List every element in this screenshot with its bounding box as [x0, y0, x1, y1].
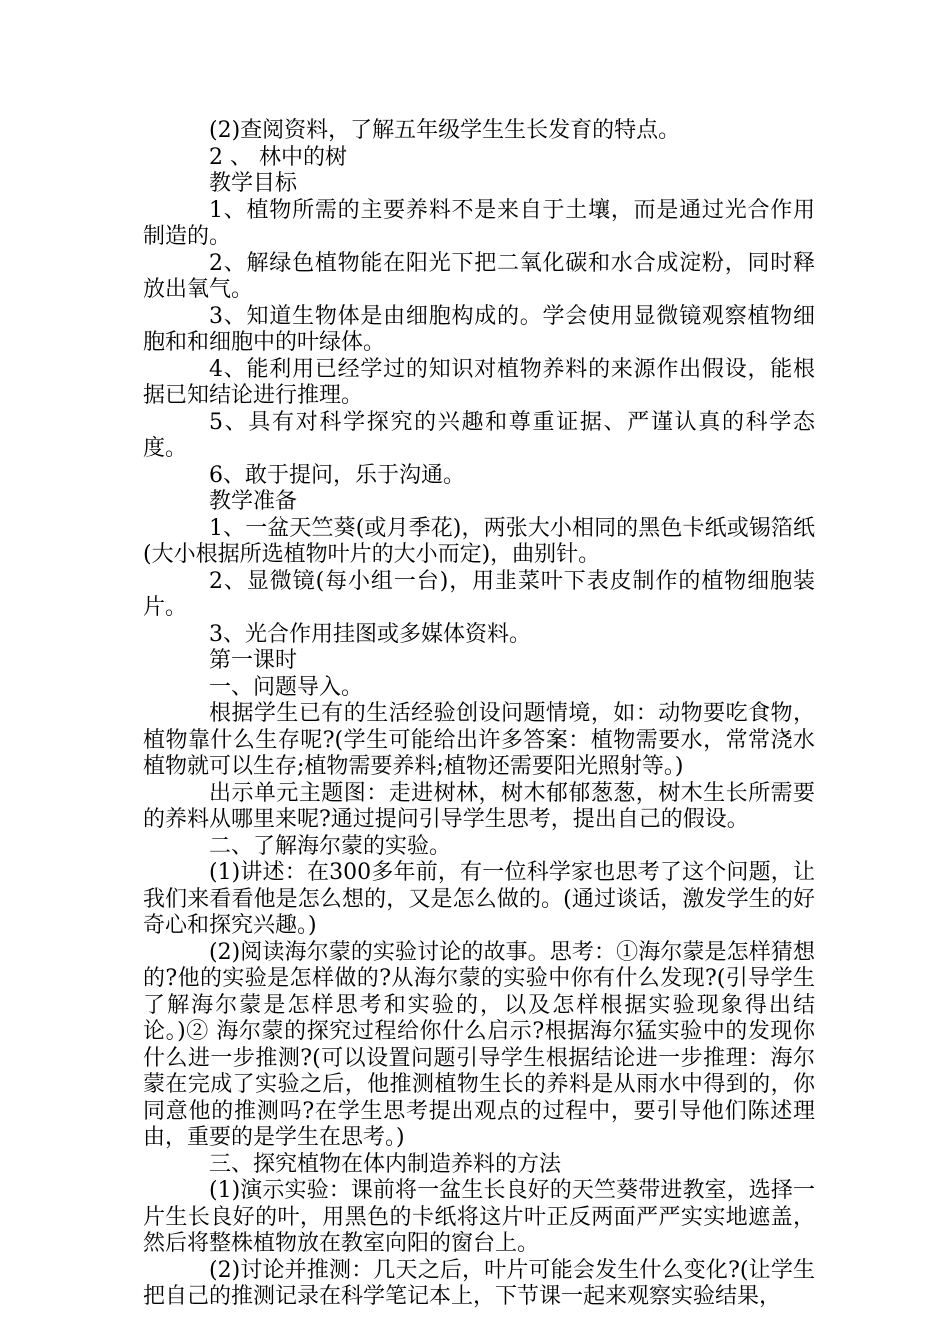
paragraph: (2)阅读海尔蒙的实验讨论的故事。思考：①海尔蒙是怎样猜想的?他的实验是怎样做的?从海尔蒙的实验中你有什么发现?(引导学生了解海尔蒙是怎样思考和实验的，以及怎样根据实验现象得出结论。)② 海尔蒙的探究过程给你什么启示?根据海尔猛实验中的发现你什么进一步推测?(可以设置问题引导学生根据结论进一步推理：海尔蒙在完成了实验之后，他推测植物生长的养料是从雨水中得到的，你同意他的推测吗?在学生思考提出观点的过程中，要引导他们陈述理由，重要的是学生在思考。) — [143, 939, 815, 1150]
subheading-objectives: 教学目标 — [209, 171, 298, 196]
paragraph: (2)查阅资料，了解五年级学生生长发育的特点。 — [209, 118, 681, 143]
paragraph: 3、光合作用挂图或多媒体资料。 — [209, 621, 531, 647]
paragraph: (2)讨论并推测：几天之后，叶片可能会发生什么变化?(让学生把自己的推测记录在科学笔记本上，下节课一起来观察实验结果， — [143, 1257, 815, 1309]
document-body — [143, 118, 815, 1311]
paragraph: 出示单元主题图：走进树林，树木郁郁葱葱，树木生长所需要的养料从哪里来呢?通过提问引导学生思考，提出自己的假设。 — [143, 780, 815, 832]
paragraph: 2、解绿色植物能在阳光下把二氧化碳和水合成淀粉，同时释放出氧气。 — [143, 250, 815, 302]
paragraph: 根据学生已有的生活经验创设问题情境，如：动物要吃食物，植物靠什么生存呢?(学生可能给出许多答案：植物需要水，常常浇水植物就可以生存;植物需要养料;植物还需要阳光照射等。) — [143, 701, 815, 779]
subheading-preparation: 教学准备 — [209, 489, 298, 514]
paragraph: 1、植物所需的主要养料不是来自于土壤，而是通过光合作用制造的。 — [143, 197, 815, 249]
paragraph: (1)讲述：在300多年前，有一位科学家也思考了这个问题，让我们来看看他是怎么想的，又是怎么做的。(通过谈话，激发学生的好奇心和探究兴趣。) — [143, 860, 815, 938]
subheading-first-lesson: 第一课时 — [209, 648, 298, 673]
subheading-intro: 一、问题导入。 — [209, 674, 364, 700]
paragraph: (1)演示实验：课前将一盆生长良好的天竺葵带进教室，选择一片生长良好的叶，用黑色的卡纸将这片叶正反两面严严实实地遮盖，然后将整株植物放在教室向阳的窗台上。 — [143, 1178, 815, 1256]
paragraph: 3、知道生物体是由细胞构成的。学会使用显微镜观察植物细胞和和细胞中的叶绿体。 — [143, 303, 815, 355]
paragraph: 1、一盆天竺葵(或月季花)，两张大小相同的黑色卡纸或锡箔纸(大小根据所选植物叶片的大小而定)，曲别针。 — [143, 515, 815, 567]
section-heading: 2 、 林中的树 — [209, 144, 347, 170]
paragraph: 6、敢于提问，乐于沟通。 — [209, 462, 465, 488]
paragraph: 2、显微镜(每小组一台)，用韭菜叶下表皮制作的植物细胞装片。 — [143, 568, 815, 620]
paragraph: 5、具有对科学探究的兴趣和尊重证据、严谨认真的科学态度。 — [143, 409, 815, 461]
subheading-helmont: 二、了解海尔蒙的实验。 — [209, 833, 452, 859]
subheading-explore: 三、探究植物在体内制造养料的方法 — [209, 1151, 562, 1177]
paragraph: 4、能利用已经学过的知识对植物养料的来源作出假设，能根据已知结论进行推理。 — [143, 356, 815, 408]
